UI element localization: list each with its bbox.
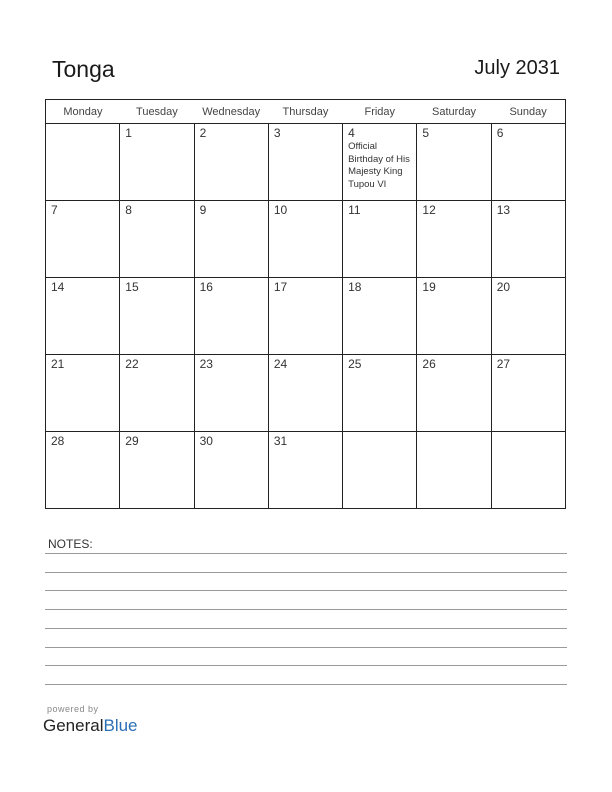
day-number: 12 [422, 203, 436, 217]
day-number: 4 [348, 126, 355, 140]
powered-by-text: powered by [47, 704, 99, 714]
day-cell [343, 355, 417, 432]
day-cell [46, 432, 120, 509]
day-cell [417, 278, 491, 355]
day-number: 11 [348, 203, 361, 217]
day-number: 10 [273, 203, 288, 217]
day-number [492, 432, 565, 434]
day-number: 8 [125, 203, 132, 217]
day-cell [120, 278, 194, 355]
day-cell [120, 432, 194, 509]
day-number: 9 [199, 203, 207, 217]
week-row [46, 278, 566, 355]
day-cell [268, 201, 342, 278]
note-line [45, 590, 567, 591]
weekday-header-row [46, 100, 566, 124]
day-number: 16 [199, 280, 213, 294]
day-cell [343, 124, 417, 201]
weekday-sunday: Sunday [491, 100, 565, 124]
day-cell [491, 278, 565, 355]
day-cell [46, 201, 120, 278]
day-cell [268, 355, 342, 432]
week-row [46, 355, 566, 432]
day-number: 31 [273, 434, 288, 448]
note-line [45, 609, 567, 610]
day-cell [120, 355, 194, 432]
day-number [343, 432, 416, 434]
day-cell [491, 432, 565, 509]
day-cell [194, 201, 268, 278]
day-cell [491, 124, 565, 201]
day-cell [343, 278, 417, 355]
weekday-monday: Monday [46, 100, 120, 124]
note-line [45, 647, 567, 648]
day-number: 15 [125, 280, 139, 294]
day-cell [120, 124, 194, 201]
note-line [45, 665, 567, 666]
week-row [46, 201, 566, 278]
day-cell [194, 278, 268, 355]
day-number: 18 [348, 280, 362, 294]
holiday-label: Official Birthday of His Majesty King Tupou VI [348, 141, 410, 190]
day-cell [46, 124, 120, 201]
day-cell [343, 432, 417, 509]
weekday-wednesday: Wednesday [194, 100, 268, 124]
note-line [45, 553, 567, 554]
note-line [45, 684, 567, 685]
day-number: 14 [51, 280, 65, 294]
weekday-saturday: Saturday [417, 100, 491, 124]
day-number: 29 [125, 434, 139, 448]
day-cell [417, 355, 491, 432]
day-number: 1 [125, 126, 132, 140]
day-cell [417, 201, 491, 278]
brand-blue: Blue [103, 716, 138, 735]
day-number: 3 [273, 126, 281, 140]
day-number: 25 [348, 357, 362, 371]
day-number: 22 [125, 357, 139, 371]
weekday-friday: Friday [343, 100, 417, 124]
calendar-grid [45, 99, 566, 509]
day-cell [417, 124, 491, 201]
day-number: 13 [496, 203, 511, 217]
day-number: 20 [496, 280, 511, 294]
day-cell [194, 124, 268, 201]
day-number: 28 [51, 434, 65, 448]
day-cell [46, 278, 120, 355]
day-cell [268, 278, 342, 355]
day-cell [194, 432, 268, 509]
notes-label: NOTES: [48, 537, 93, 551]
day-cell [268, 124, 342, 201]
week-row [46, 124, 566, 201]
brand-general: General [43, 716, 104, 735]
day-number [417, 432, 490, 434]
weekday-thursday: Thursday [268, 100, 342, 124]
day-cell [194, 355, 268, 432]
day-cell [491, 201, 565, 278]
country-title: Tonga [52, 56, 115, 82]
note-line [45, 628, 567, 629]
day-cell [268, 432, 342, 509]
day-number [46, 124, 119, 126]
note-line [45, 572, 567, 573]
day-number: 6 [496, 126, 504, 140]
day-number: 30 [199, 434, 213, 448]
day-number: 21 [51, 357, 65, 371]
day-cell [46, 355, 120, 432]
day-cell [120, 201, 194, 278]
day-cell [417, 432, 491, 509]
day-number: 23 [199, 357, 213, 371]
day-number: 5 [422, 126, 430, 140]
day-cell [491, 355, 565, 432]
day-number: 26 [422, 357, 436, 371]
day-number: 2 [199, 126, 207, 140]
weekday-tuesday: Tuesday [120, 100, 194, 124]
day-number: 7 [51, 203, 58, 217]
day-number: 24 [273, 357, 288, 371]
day-number: 19 [422, 280, 436, 294]
day-number: 27 [496, 357, 511, 371]
week-row [46, 432, 566, 509]
day-cell [343, 201, 417, 278]
month-title: July 2031 [474, 57, 560, 79]
day-number: 17 [273, 280, 288, 294]
generalblue-logo [43, 716, 138, 736]
